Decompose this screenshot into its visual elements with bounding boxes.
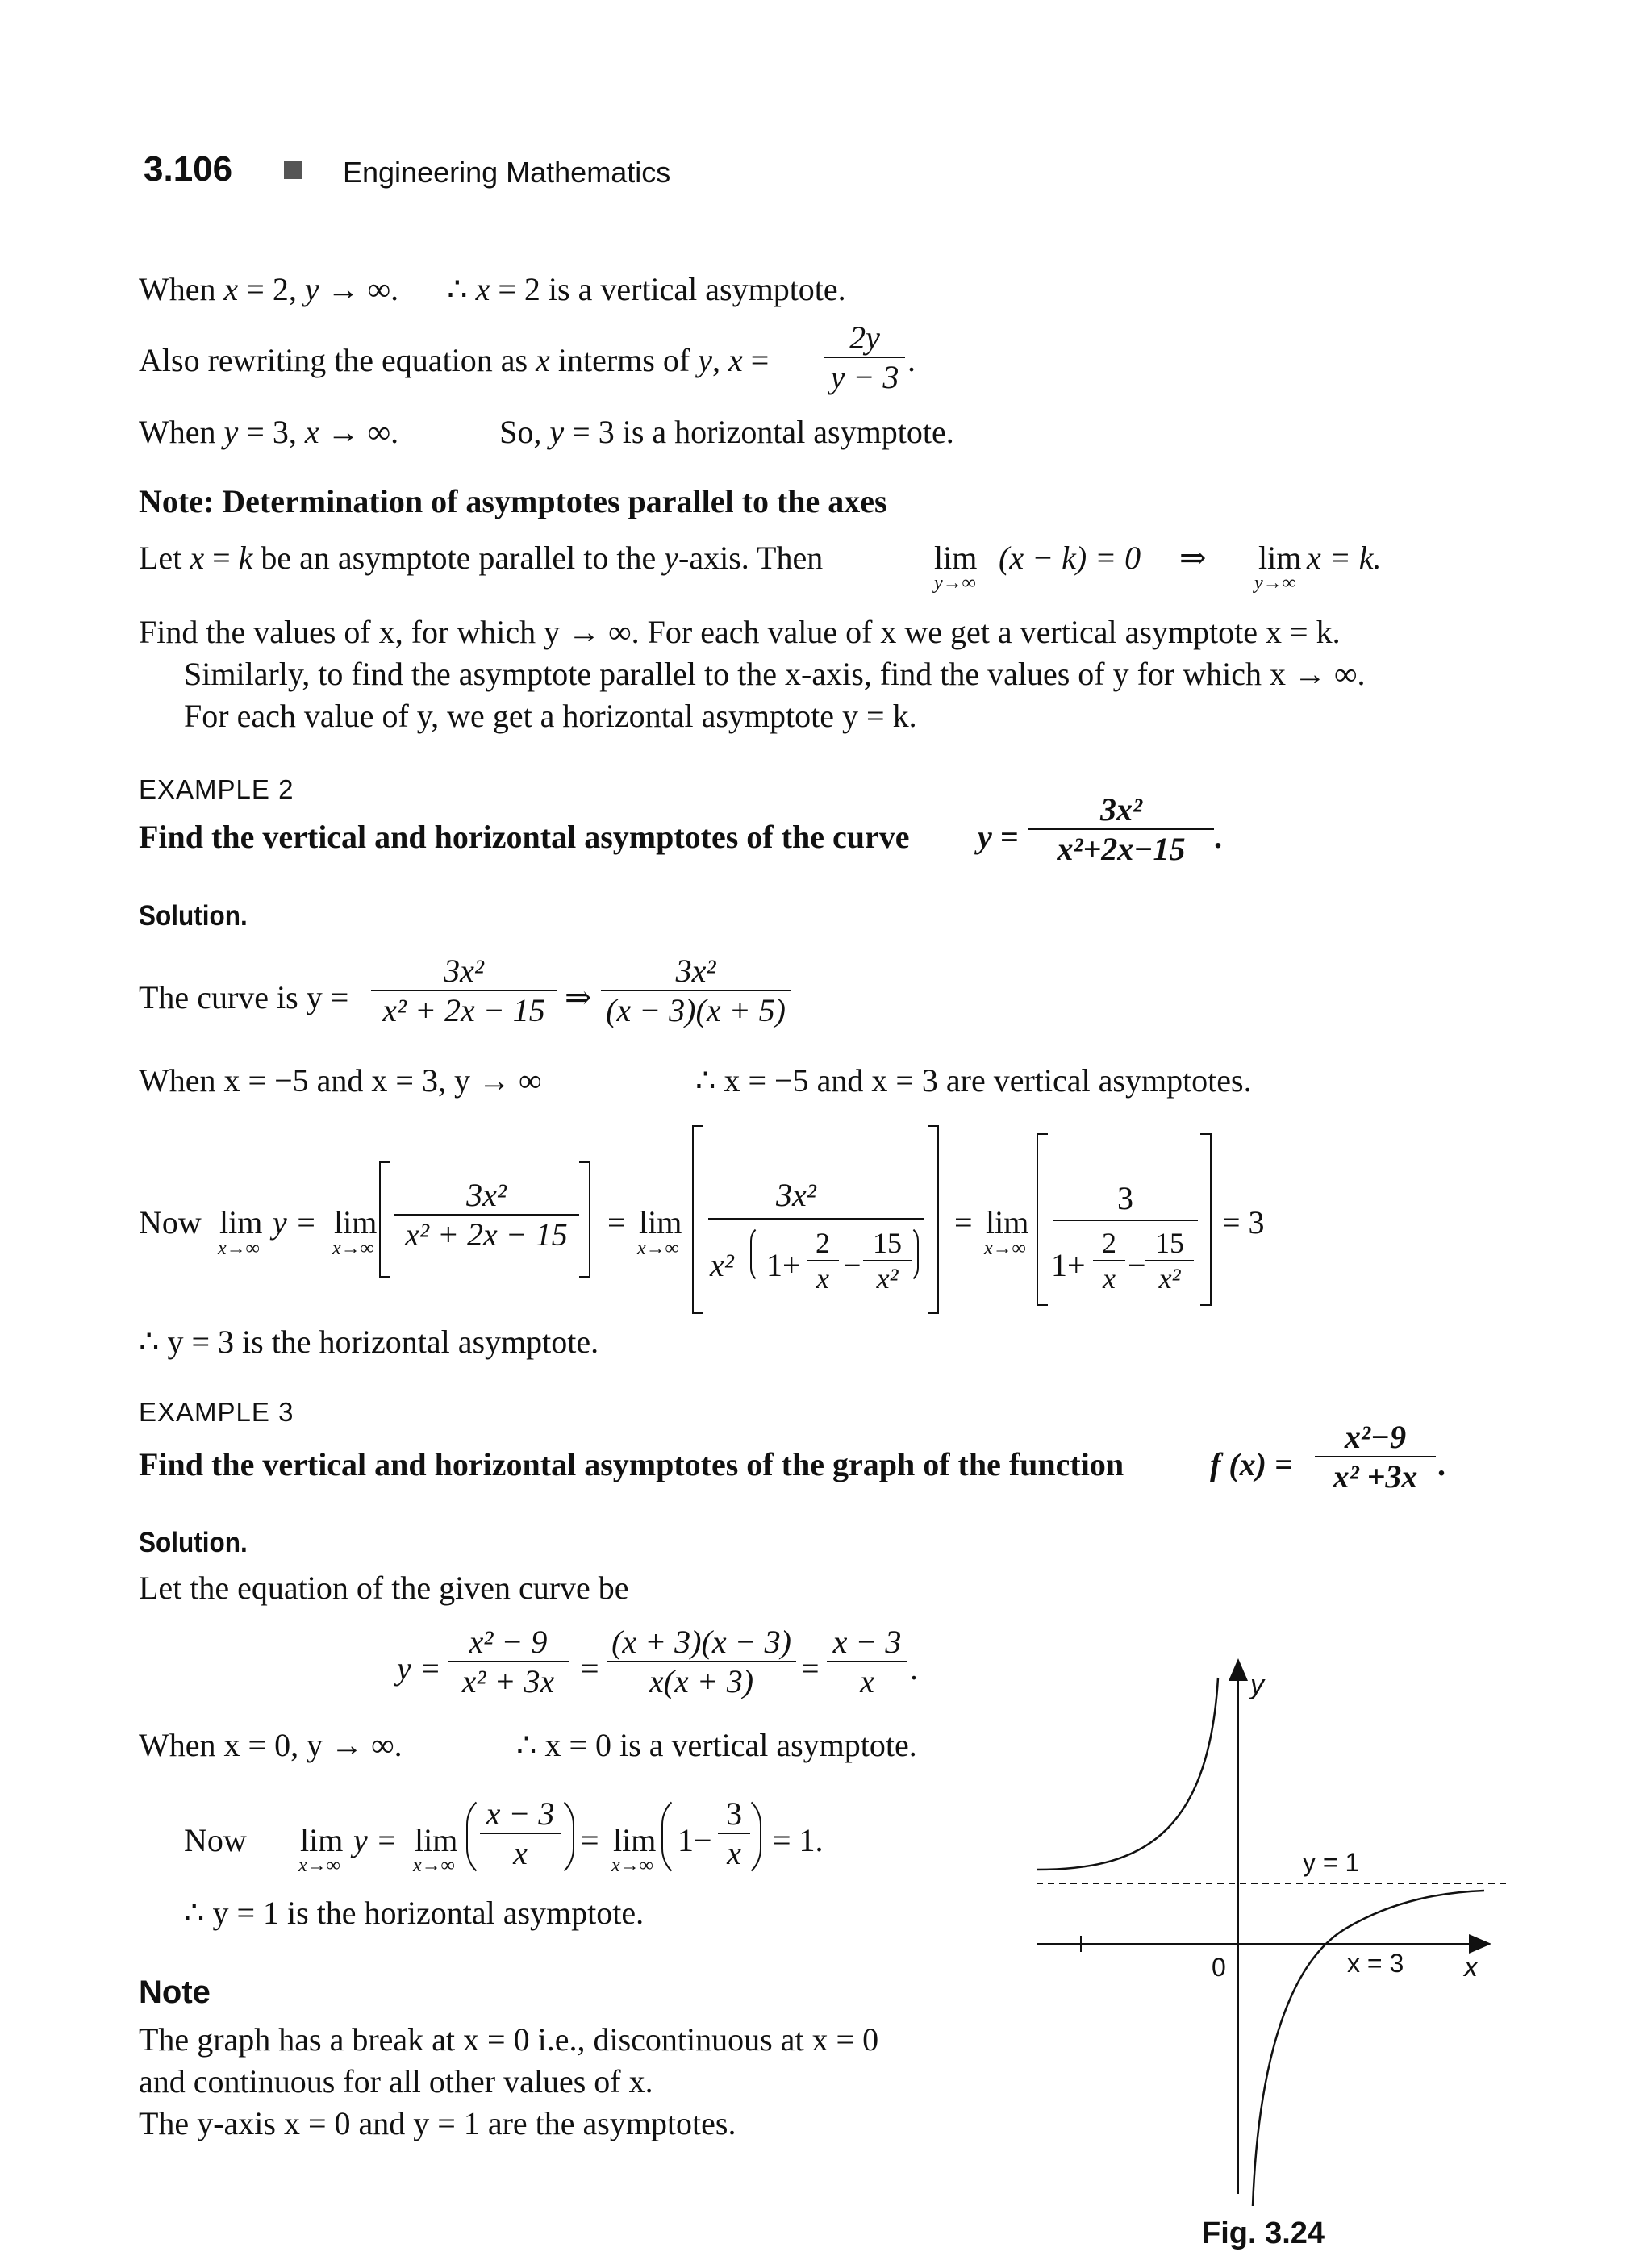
example-2-step-3-one: 1+ [1051, 1247, 1086, 1283]
example-2-lim-2-sub: x→∞ [332, 1238, 374, 1259]
example-3-lim-2-sub: x→∞ [413, 1855, 455, 1876]
example-2-when-line: When x = −5 and x = 3, y → ∞ [139, 1062, 542, 1099]
example-2-curve-frac-1: 3x² x² + 2x − 15 [371, 952, 557, 1029]
header-square-icon [284, 161, 302, 179]
example-3-q-lhs: f (x) = [1210, 1446, 1293, 1482]
example-2-curve-lhs: The curve is y = [139, 979, 349, 1015]
example-3-eq-3: = [581, 1822, 599, 1858]
example-2-step-3-frac-b: 15 x² [1145, 1226, 1194, 1295]
example-2-step-2-bar [708, 1218, 924, 1220]
example-2-step-3-minus: − [1128, 1247, 1146, 1283]
example-2-lim-1-sub: x→∞ [218, 1238, 260, 1259]
intro-line-3: When y = 3, x → ∞. So, y = 3 is a horizontal asymptote. [139, 414, 954, 450]
bracket-right-1 [579, 1161, 590, 1278]
example-2-step-2-one: 1+ [766, 1247, 801, 1283]
intro-fraction: 2y y − 3 [824, 319, 905, 396]
bracket-left-2 [692, 1125, 703, 1314]
example-3-y-eq: y = [397, 1650, 441, 1687]
y-axis-label: y [1250, 1670, 1264, 1700]
example-3-result: = 1. [773, 1822, 824, 1858]
example-3-lim-3-sub: x→∞ [611, 1855, 653, 1876]
example-2-step-2-x2: x² [710, 1247, 734, 1283]
figure-caption: Fig. 3.24 [1202, 2216, 1325, 2250]
note-2-line-3: The y-axis x = 0 and y = 1 are the asymptotes. [139, 2105, 736, 2141]
root-label: x = 3 [1347, 1949, 1404, 1978]
example-3-lim-1: lim [300, 1822, 344, 1858]
example-3-frac-3: x − 3 x [827, 1623, 907, 1700]
origin-label: 0 [1212, 1953, 1226, 1982]
note-line-3: Similarly, to find the asymptote parallel to the x-axis, find the values of y for which x → ∞. [184, 656, 1366, 692]
example-3-lim-2: lim [415, 1822, 458, 1858]
example-3-question: Find the vertical and horizontal asymptotes of the graph of the function [139, 1446, 1124, 1482]
lim-1-expr: (x − k) = 0 [999, 540, 1141, 576]
bracket-left-3 [1037, 1133, 1048, 1306]
example-2-step-3-bar [1053, 1220, 1198, 1221]
example-2-q-fraction: 3x² x²+2x−15 [1028, 790, 1214, 868]
lim-2-sub: y→∞ [1254, 573, 1296, 594]
example-2-step-1: 3x² x² + 2x − 15 [394, 1176, 579, 1253]
x-axis-label: x [1464, 1952, 1478, 1983]
example-3-q-fraction: x²−9 x² +3x [1315, 1418, 1436, 1495]
example-2-lim-3: lim [639, 1204, 682, 1241]
example-3-when-line: When x = 0, y → ∞. [139, 1727, 403, 1763]
note-2-line-2: and continuous for all other values of x. [139, 2063, 653, 2100]
example-3-now: Now [184, 1822, 247, 1858]
example-2-lim-2: lim [334, 1204, 378, 1241]
example-2-curve-implies: ⇒ [565, 979, 592, 1015]
example-2-label: EXAMPLE 2 [139, 774, 294, 804]
example-2-q-period: . [1214, 819, 1222, 855]
example-3-let-line: Let the equation of the given curve be [139, 1570, 629, 1606]
lim-2-expr: x = k. [1307, 540, 1382, 576]
bracket-right-3 [1200, 1133, 1212, 1306]
figure-3-24 [1024, 1653, 1516, 2218]
example-2-step-2-frac-b: 15 x² [863, 1226, 912, 1295]
implies-arrow: ⇒ [1179, 540, 1207, 576]
example-2-step-2-num: 3x² [776, 1177, 816, 1213]
example-3-frac-2: (x + 3)(x − 3) x(x + 3) [607, 1623, 796, 1700]
example-2-now: Now [139, 1204, 202, 1241]
book-title: Engineering Mathematics [343, 156, 671, 189]
example-3-lim-1-sub: x→∞ [298, 1855, 340, 1876]
lim-1: lim [934, 540, 978, 576]
example-3-lim-3: lim [613, 1822, 657, 1858]
example-3-lim-y: y = [353, 1822, 398, 1858]
intro-period: . [907, 342, 916, 378]
example-2-lim-4: lim [986, 1204, 1029, 1241]
example-2-result: = 3 [1222, 1204, 1265, 1241]
example-3-label: EXAMPLE 3 [139, 1397, 294, 1427]
example-2-curve-frac-2: 3x² (x − 3)(x + 5) [601, 952, 791, 1029]
example-3-conclusion: ∴ y = 1 is the horizontal asymptote. [184, 1895, 645, 1931]
example-3-eq-2: = [801, 1650, 820, 1687]
note-line-4: For each value of y, we get a horizontal asymptote y = k. [184, 698, 917, 734]
example-3-n2-frac: 3 x [718, 1795, 750, 1872]
example-3-frac-1: x² − 9 x² + 3x [448, 1623, 569, 1700]
example-2-lim-4-sub: x→∞ [984, 1238, 1026, 1259]
intro-line-2: Also rewriting the equation as x interms of y, x = [139, 342, 770, 378]
lim-2: lim [1258, 540, 1302, 576]
lim-1-sub: y→∞ [934, 573, 976, 594]
example-3-solution-heading: Solution. [139, 1527, 248, 1558]
example-2-question: Find the vertical and horizontal asymptotes of the curve [139, 819, 910, 855]
example-2-eq-2: = [954, 1204, 973, 1241]
note-line-2: Find the values of x, for which y → ∞. For each value of x we get a vertical asymptote x = k. [139, 614, 1341, 650]
example-2-q-lhs: y = [978, 819, 1019, 855]
example-2-step-2-minus: − [843, 1247, 861, 1283]
curve-right-branch [1253, 1891, 1484, 2206]
note-2-title: Note [139, 1975, 211, 2010]
intro-line-1: When x = 2, y → ∞. ∴ x = 2 is a vertical asymptote. [139, 271, 846, 307]
example-2-step-2-frac-a: 2 x [807, 1226, 839, 1295]
example-2-lim-y: y = [273, 1204, 317, 1241]
example-2-step-3-frac-a: 2 x [1093, 1226, 1125, 1295]
bracket-left-1 [379, 1161, 390, 1278]
bracket-right-2 [928, 1125, 939, 1314]
example-3-n1-frac: x − 3 x [480, 1795, 561, 1872]
note-title: Note: Determination of asymptotes parallel to the axes [139, 483, 887, 519]
page-number: 3.106 [144, 149, 233, 189]
example-2-conclusion: ∴ y = 3 is the horizontal asymptote. [139, 1324, 599, 1360]
example-3-q-period: . [1437, 1446, 1446, 1482]
example-2-solution-heading: Solution. [139, 900, 248, 932]
note-line-1: Let x = k be an asymptote parallel to the y-axis. Then [139, 540, 824, 576]
example-3-one-minus: 1− [678, 1822, 712, 1858]
curve-left-branch [1037, 1678, 1218, 1870]
example-2-therefore-line: ∴ x = −5 and x = 3 are vertical asymptotes. [695, 1062, 1252, 1099]
example-2-lim-1: lim [219, 1204, 263, 1241]
example-2-lim-3-sub: x→∞ [637, 1238, 679, 1259]
example-2-eq-1: = [607, 1204, 626, 1241]
asymptote-label: y = 1 [1303, 1848, 1360, 1877]
example-3-therefore-line: ∴ x = 0 is a vertical asymptote. [516, 1727, 917, 1763]
note-2-line-1: The graph has a break at x = 0 i.e., discontinuous at x = 0 [139, 2021, 879, 2058]
example-3-eq-1: = [581, 1650, 599, 1687]
example-3-period: . [910, 1650, 918, 1687]
example-2-step-3-num: 3 [1117, 1180, 1133, 1216]
